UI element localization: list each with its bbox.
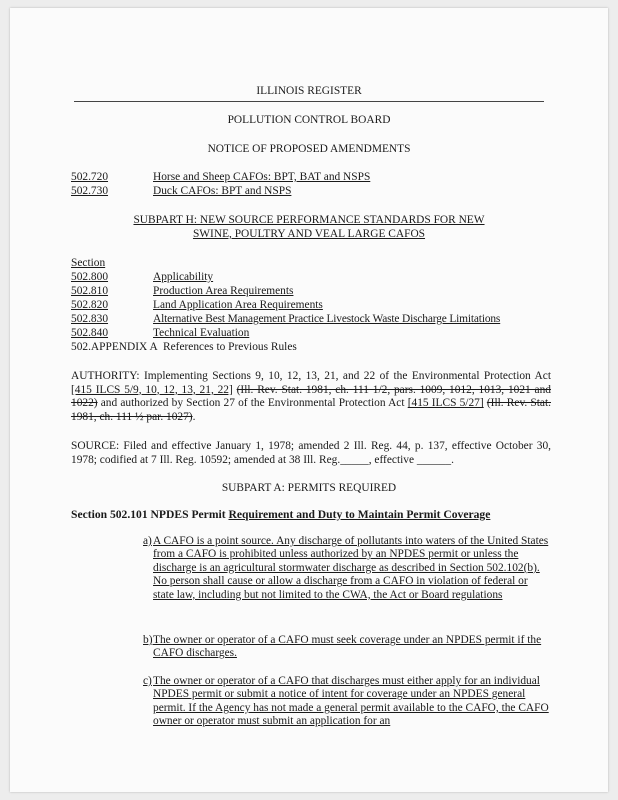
subpart-h-heading-line2: SWINE, POULTRY AND VEAL LARGE CAFOS (192, 228, 426, 240)
section-row (71, 327, 249, 339)
section-row (71, 313, 500, 325)
board-title: POLLUTION CONTROL BOARD (227, 114, 391, 126)
source-text-mid: , effective (368, 453, 415, 466)
section-heading-inserted: Requirement and Duty to Maintain Permit Coverage (228, 508, 491, 521)
source-text: SOURCE: Filed and effective January 1, 1978; amended 2 Ill. Reg. 44, p. 137, effective October 30, 1978; codified at 7 Ill. Reg. 10592; amended at 38 Ill. Reg. (71, 440, 551, 466)
item-text: The owner or operator of a CAFO that discharges must either apply for an individual NPDES permit or submit a notice of intent for coverage under an NPDES general permit. If the Agency has not made a general permit available to the CAFO, the CAFO owner or operator must submit an application for an (153, 675, 549, 728)
appendix-number: 502.APPENDIX A (71, 341, 158, 353)
section-heading-prefix: Section 502.101 NPDES Permit (71, 508, 229, 521)
authority-deleted-citation: (Ill. Rev. Stat. 1981, ch. 111 1/2, pars. 1009, 1012, 1013, 1021 and 1022) (71, 383, 551, 410)
authority-period: . (192, 410, 196, 423)
section-row (71, 271, 213, 283)
source-period: . (451, 453, 454, 466)
section-number: 502.720 (71, 171, 109, 183)
item-label: c) (143, 675, 152, 687)
source-paragraph (71, 440, 551, 467)
authority-inserted-citation: [415 ILCS 5/27] (407, 397, 484, 410)
appendix-row (71, 341, 297, 353)
authority-text: AUTHORITY: Implementing Sections 9, 10, 12, 13, 21, and 22 of the Environmental Protection Act (71, 370, 551, 382)
section-number: 502.840 (71, 327, 109, 339)
section-title: Applicability (153, 271, 214, 283)
section-number: 502.730 (71, 185, 109, 197)
section-title: Production Area Requirements (153, 285, 294, 297)
section-row (71, 299, 323, 311)
section-title: Technical Evaluation (153, 327, 250, 339)
section-title: Duck CAFOs: BPT and NSPS (153, 185, 292, 197)
section-number: 502.820 (71, 299, 109, 311)
authority-paragraph (71, 370, 551, 424)
item-text: A CAFO is a point source. Any discharge of pollutants into waters of the United States from a CAFO is prohibited unless authorized by an NPDES permit or unless the discharge is an agricultural stormwater discharge as described in Section 502.102(b). No person shall cause or allow a discharge from a CAFO in violation of federal or state law, including but not limited to the CWA, the Act or Board regulations (153, 535, 549, 601)
source-blank: _____ (340, 453, 369, 466)
authority-deleted-citation: (Ill. Rev. Stat. 1981, ch. 111 ½ par. 1027) (71, 397, 551, 423)
item-label: b) (143, 634, 153, 646)
subpart-a-heading: SUBPART A: PERMITS REQUIRED (221, 482, 397, 494)
section-list-heading: Section (71, 257, 106, 269)
subpart-h-heading: SUBPART H: NEW SOURCE PERFORMANCE STANDARDS FOR NEW (133, 214, 485, 226)
authority-text: and authorized by Section 27 of the Environmental Protection Act (97, 397, 408, 410)
source-blank: ______ (416, 453, 452, 466)
item-label: a) (143, 535, 152, 547)
section-row (71, 171, 370, 183)
section-title: Horse and Sheep CAFOs: BPT, BAT and NSPS (153, 171, 371, 183)
section-title: Alternative Best Management Practice Livestock Waste Discharge Limitations (153, 313, 501, 325)
header-rule (74, 101, 544, 102)
section-row (71, 285, 293, 297)
item-text: The owner or operator of a CAFO must seek coverage under an NPDES permit if the CAFO discharges. (153, 634, 542, 660)
section-title: Land Application Area Requirements (153, 299, 323, 311)
appendix-title: References to Previous Rules (163, 341, 297, 353)
section-number: 502.830 (71, 313, 109, 325)
section-row (71, 185, 291, 197)
section-number: 502.810 (71, 285, 109, 297)
section-number: 502.800 (71, 271, 109, 283)
notice-title: NOTICE OF PROPOSED AMENDMENTS (207, 143, 411, 155)
section-heading (71, 508, 490, 521)
register-header: ILLINOIS REGISTER (256, 85, 362, 97)
document-page (10, 8, 608, 792)
authority-inserted-citation: [415 ILCS 5/9, 10, 12, 13, 21, 22] (71, 383, 233, 396)
